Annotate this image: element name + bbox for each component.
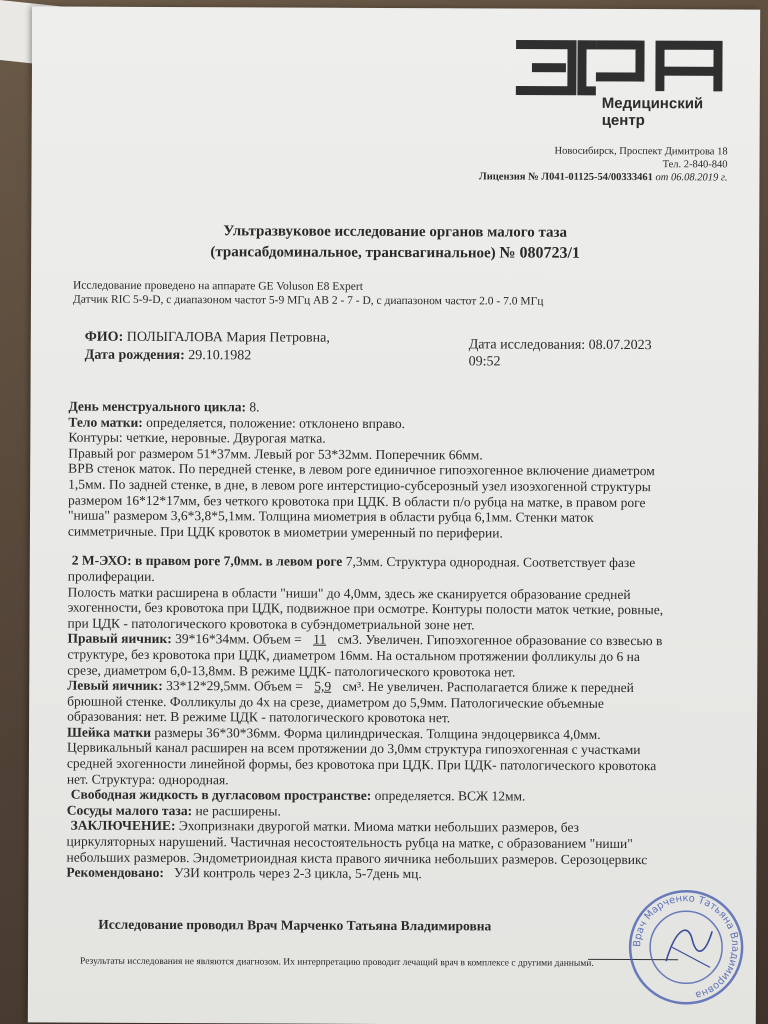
logo-caption — [602, 95, 704, 129]
name-label: ФИО: — [84, 329, 124, 345]
right-ovary-label: Правый яичник: — [67, 630, 172, 647]
logo-line1: Медицинский — [601, 94, 704, 113]
clinic-address — [479, 144, 728, 184]
device-line1: Исследование проведено на аппарате GE Voluson E8 Expert — [72, 279, 363, 293]
document-page — [28, 6, 760, 1024]
license-date: от 06.08.2019 г. — [655, 172, 728, 184]
exam-date: 08.07.2023 — [588, 337, 652, 354]
report-title: Ультразвуковое исследование органов малого таза — [223, 223, 568, 241]
canal-line3: нет. Структура: однородная. — [66, 771, 229, 787]
license-number: Л041-01125-54/00333461 — [541, 171, 653, 184]
left-ovary-size: 33*12*29,5мм. Объем = — [166, 678, 303, 694]
exam-date-block — [469, 336, 652, 371]
license-line — [479, 170, 728, 184]
left-ovary-desc: см³. Не увеличен. Располагается ближе к передней — [342, 678, 634, 696]
pelvic-vessels-value: не расширены. — [195, 802, 281, 819]
left-ovary-line2: брюшной стенке. Фолликулы до 4х на срезе, диаметром до 5,9мм. Патологические объемные — [67, 693, 604, 711]
canal-line2: средней эхогенности линейной формы, без кровотока при ЦДК. При ЦДК- патологического кровотока — [66, 755, 657, 774]
myometrium-line5: симметричные. При ЦДК кровоток в миометрии умеренный по периферии. — [67, 523, 503, 541]
stamp-text: Врач Марченко Татьяна Владимировна — [632, 893, 741, 1001]
uterus-label: Тело матки: — [68, 414, 143, 430]
right-ovary-desc: см3. Увеличен. Гипоэхогенное образование со взвесью в — [337, 632, 663, 649]
clinic-logo — [510, 37, 740, 138]
myometrium-line4: "ниша" размером 3,6*3,8*5,1мм. Толщина миометрия в области рубца 6,1мм. Стенки маток — [67, 507, 594, 526]
right-ovary-line2: структуре, без кровотока при ЦДК, диаметром 16мм. На остальном протяжении фолликулы до 6 на — [67, 646, 640, 664]
myometrium-line1: ВРВ стенок маток. По передней стенке, в левом роге единичное гипоэхогенное включение диаметром — [68, 460, 655, 479]
left-ovary-label: Левый яичник: — [67, 677, 163, 694]
svg-text:Врач Марченко Татьяна Владимир — [632, 893, 741, 1001]
dob-label: Дата рождения: — [84, 347, 185, 364]
m-echo-label: 2 М-ЭХО: в правом роге 7,0мм. в левом роге — [71, 552, 343, 570]
doctor-stamp — [626, 887, 747, 1008]
free-fluid-label: Свободная жидкость в дугласовом пространстве: — [70, 786, 372, 804]
address-street: Новосибирск, Проспект Димитрова 18 — [554, 145, 728, 158]
license-prefix: Лицензия № — [478, 171, 539, 183]
device-info — [73, 279, 544, 309]
conclusion-line2: циркуляторных нарушений. Частичная несостоятельность рубца на матке, с образованием "ниши" — [66, 833, 633, 852]
conclusion-line3: небольших размеров. Эндометриоидная киста правого яичника небольших размеров. Серозоцервикс — [66, 849, 648, 867]
uterus-value: определяется, положение: отклонено вправо. — [146, 414, 406, 431]
conclusion-label: ЗАКЛЮЧЕНИЕ: — [70, 818, 176, 834]
exam-time: 09:52 — [468, 354, 501, 370]
recommendation-label: Рекомендовано: — [66, 864, 164, 881]
patient-info — [85, 329, 330, 366]
logo-line2: центр — [601, 111, 645, 130]
cycle-label: День менструального цикла: — [68, 398, 247, 415]
pelvic-vessels-label: Сосуды малого таза: — [66, 802, 193, 818]
era-logo-mark — [510, 37, 740, 100]
report-subtitle-text: (трансабдоминальное, трансвагинальное) — [210, 244, 496, 262]
report-subtitle — [31, 242, 759, 263]
right-ovary-volume: 11 — [313, 631, 327, 648]
contours-line: Контуры: четкие, неровные. Двурогая матка. — [68, 429, 326, 446]
right-ovary-size: 39*16*34мм. Объем = — [175, 631, 302, 647]
conclusion-line1: Эхопризнаки двурогой матки. Миома матки небольших размеров, без — [178, 818, 580, 836]
myometrium-line2: 1,5мм. По задней стенке, в дне, в левом роге интерстицио-субсерозный узел изоэхогенной структуры — [68, 476, 651, 495]
address-phone: Тел. 2-840-840 — [662, 159, 728, 171]
cervix-label: Шейка матки — [67, 724, 152, 740]
right-ovary-line3: срезе, диаметром 6,0-13,8мм. В режиме ЦДК- патологического кровотока нет. — [67, 662, 516, 680]
report-body — [66, 399, 728, 884]
recommendation-value: УЗИ контроль через 2-3 цикла, 5-7день мц. — [173, 865, 422, 882]
cervix-value: размеры 36*30*36мм. Форма цилиндрическая. Толщина эндоцервикса 4,0мм. — [154, 724, 601, 742]
patient-dob: 29.10.1982 — [188, 348, 252, 364]
myometrium-line3: размером 16*12*17мм, без четкого кровотока при ЦДК. В области п/о рубца на матке, в правом роге — [68, 492, 646, 510]
m-echo-value: 7,3мм. Структура однородная. Соответствует фазе — [345, 554, 636, 571]
device-line2: Датчик RIC 5-9-D, с диапазоном частот 5-9 МГц AB 2 - 7 - D, с диапазоном частот 2.0 - 7.0 МГц — [72, 293, 544, 308]
horns-line: Правый рог размером 51*37мм. Левый рог 53*32мм. Поперечник 66мм. — [68, 445, 483, 463]
patient-name: ПОЛЫГАЛОВА Мария Петровна, — [126, 329, 330, 346]
cavity-line2: эхогенности, без кровотока при ЦДК, подвижное при осмотре. Контуры полости маток четкие, ровные, — [67, 599, 664, 618]
signer-line: Исследование проводил Врач Марченко Татьяна Владимировна — [98, 916, 492, 934]
cavity-line3: при ЦДК - патологического кровотока в субэндометриальной зоне нет. — [67, 615, 475, 633]
left-ovary-volume: 5,9 — [314, 678, 332, 694]
m-echo-phase: пролиферации. — [67, 568, 155, 584]
disclaimer-line1: Результаты исследования не являются диагнозом. Их интерпретацию проводит лечащий врач в комплексе с другими данными. — [80, 956, 594, 969]
free-fluid-value: определяется. ВСЖ 12мм. — [374, 788, 526, 804]
canal-line1: Цервикальный канал расширен на всем протяжении до 3,0мм структура гипоэхогенная с участками — [66, 740, 641, 758]
cavity-line1: Полость матки расширена в области "ниши" до 4,0мм, здесь же сканируется образование средней — [67, 584, 631, 602]
cycle-value: 8. — [249, 399, 260, 415]
report-number: № 080723/1 — [499, 244, 580, 262]
exam-date-label: Дата исследования: — [468, 337, 586, 353]
left-ovary-line3: образования: нет. В режиме ЦДК - патологического кровотока нет. — [67, 708, 451, 726]
